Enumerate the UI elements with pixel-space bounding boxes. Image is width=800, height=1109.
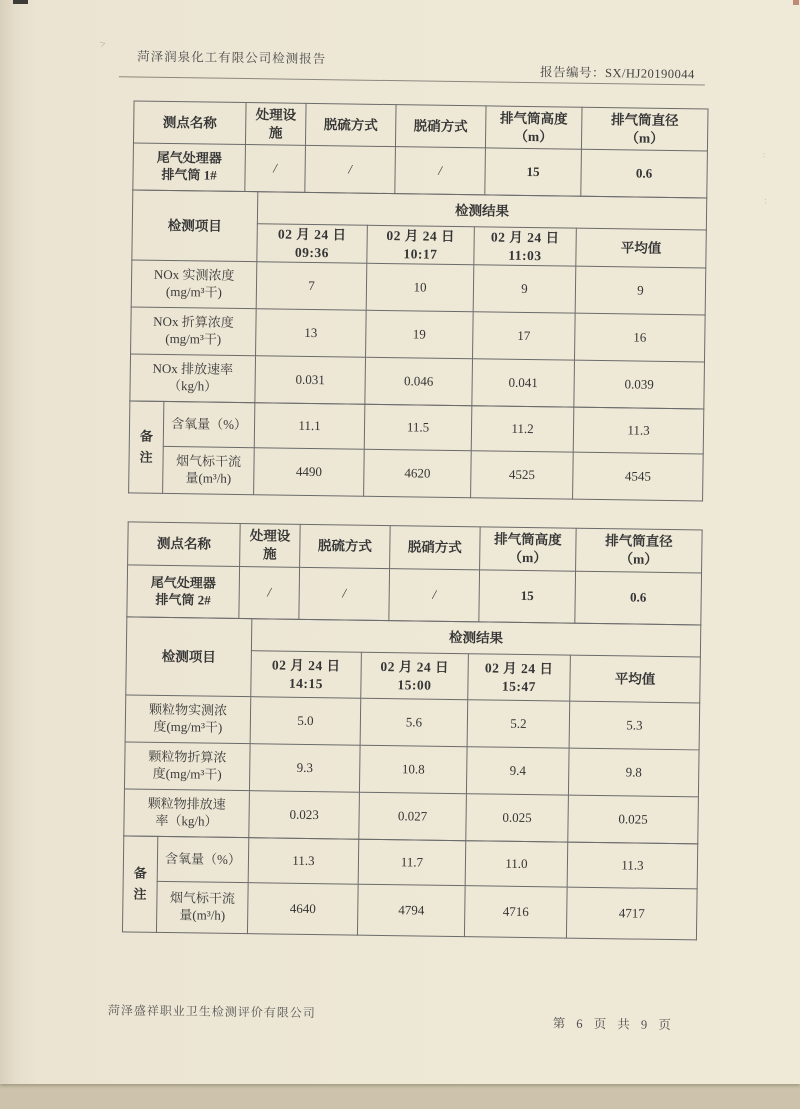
col-header-treatment: 处理设 施 xyxy=(240,524,301,568)
col-header-treatment: 处理设 施 xyxy=(245,103,306,146)
value-cell: 16 xyxy=(574,313,705,362)
stack-height-value: 15 xyxy=(485,148,582,196)
col-header-stack-height: 排气筒高度 （m） xyxy=(480,527,577,571)
value-cell: 5.3 xyxy=(569,701,700,750)
remark-row xyxy=(129,446,704,501)
col-header-point-name: 测点名称 xyxy=(133,101,246,145)
value-cell: 0.023 xyxy=(249,791,360,840)
col-header-denitration: 脱硝方式 xyxy=(395,105,486,148)
value-cell: 19 xyxy=(366,310,474,358)
value-cell: 4620 xyxy=(364,449,472,497)
report-number: 报告编号：SX/HJ20190044 xyxy=(539,65,695,82)
value-cell: 10 xyxy=(366,263,474,311)
value-cell: 0.041 xyxy=(472,359,575,407)
project-column-header: 检测项目 xyxy=(132,190,258,262)
results-band-row xyxy=(132,190,706,230)
row-label: 颗粒物折算浓 度(mg/m³干) xyxy=(124,742,250,791)
stack-diameter-value: 0.6 xyxy=(581,149,708,198)
row-label: 颗粒物排放速 率（kg/h） xyxy=(124,789,250,838)
col-header-desulfurization: 脱硫方式 xyxy=(300,524,391,568)
value-cell: 4794 xyxy=(357,884,465,936)
remark-label: 备 注 xyxy=(129,401,164,493)
results-band-label: 检测结果 xyxy=(251,619,700,657)
value-cell: 11.3 xyxy=(567,842,698,889)
value-cell: 7 xyxy=(256,262,367,311)
time-header-3: 02 月 24 日 11:03 xyxy=(474,227,577,267)
point-name: 尾气处理器 排气筒 1# xyxy=(133,143,246,192)
row-label: NOx 排放速率 （kg/h） xyxy=(130,354,256,403)
treatment-value: / xyxy=(245,145,306,193)
stack-info-table-2 xyxy=(126,521,702,625)
col-header-point-name: 测点名称 xyxy=(128,522,241,567)
footer-company: 菏泽盛祥职业卫生检测评价有限公司 xyxy=(107,1003,316,1021)
value-cell: 13 xyxy=(256,309,367,358)
value-cell: 11.3 xyxy=(248,838,359,885)
remark-label: 备 注 xyxy=(122,836,157,932)
value-cell: 11.2 xyxy=(471,406,574,452)
scan-artifact xyxy=(793,0,799,5)
stack-diameter-value: 0.6 xyxy=(575,571,702,625)
treatment-value: / xyxy=(239,566,300,619)
desulfurization-value: / xyxy=(305,145,396,193)
remarks-table-2 xyxy=(122,835,698,940)
value-cell: 17 xyxy=(473,312,576,360)
time-header-2: 02 月 24 日 10:17 xyxy=(367,225,475,265)
results-table-1 xyxy=(129,189,707,409)
desulfurization-value: / xyxy=(299,567,390,620)
value-cell: 4490 xyxy=(254,448,365,497)
value-cell: 5.6 xyxy=(360,698,468,746)
report-title: 菏泽润泉化工有限公司检测报告 xyxy=(137,49,327,67)
remarks-table-1 xyxy=(128,401,704,502)
value-cell: 9.3 xyxy=(249,744,360,793)
value-cell: 4717 xyxy=(566,887,697,940)
value-cell: 0.046 xyxy=(365,357,473,405)
value-cell: 11.5 xyxy=(364,404,472,450)
stack-height-value: 15 xyxy=(479,570,576,623)
value-cell: 11.0 xyxy=(465,841,568,887)
remark-item-label: 含氧量（%） xyxy=(157,836,249,882)
value-cell: 5.0 xyxy=(250,697,361,746)
results-table-2 xyxy=(123,616,701,844)
remark-item-label: 烟气标干流 量(m³/h) xyxy=(156,881,248,933)
value-cell: 9 xyxy=(473,265,576,313)
scan-artifact: : xyxy=(764,195,767,206)
denitration-value: / xyxy=(395,147,486,195)
table-stack-1 xyxy=(128,100,707,501)
value-cell: 11.1 xyxy=(254,403,365,450)
col-header-stack-height: 排气筒高度 （m） xyxy=(485,106,582,149)
value-cell: 0.039 xyxy=(574,360,705,409)
value-cell: 0.027 xyxy=(359,792,467,840)
time-header-1: 02 月 24 日 09:36 xyxy=(257,224,368,264)
time-header-2: 02 月 24 日 15:00 xyxy=(361,652,469,699)
value-cell: 11.3 xyxy=(573,407,704,454)
col-header-desulfurization: 脱硫方式 xyxy=(305,103,396,146)
average-header: 平均值 xyxy=(576,228,707,268)
time-header-3: 02 月 24 日 15:47 xyxy=(468,654,571,701)
table-stack-2 xyxy=(122,521,702,940)
value-cell: 0.025 xyxy=(466,794,569,842)
value-cell: 0.031 xyxy=(255,356,366,405)
value-cell: 4525 xyxy=(471,451,574,499)
data-row xyxy=(125,695,700,750)
col-header-stack-diameter: 排气筒直径 （m） xyxy=(576,528,703,573)
stack-info-table-1 xyxy=(132,100,708,198)
row-label: 颗粒物实测浓 度(mg/m³干) xyxy=(125,695,251,744)
denitration-value: / xyxy=(389,569,480,622)
value-cell: 5.2 xyxy=(467,700,570,748)
scan-artifact: : xyxy=(762,149,766,160)
point-name: 尾气处理器 排气筒 2# xyxy=(127,565,240,619)
col-header-denitration: 脱硝方式 xyxy=(390,526,481,570)
col-header-stack-diameter: 排气筒直径 （m） xyxy=(581,107,708,151)
time-header-1: 02 月 24 日 14:15 xyxy=(251,651,362,699)
scan-artifact: > xyxy=(98,38,108,51)
data-row xyxy=(131,260,706,315)
remark-item-label: 烟气标干流 量(m³/h) xyxy=(163,447,255,495)
value-cell: 4716 xyxy=(464,886,567,938)
value-cell: 10.8 xyxy=(359,745,467,793)
row-label: NOx 折算浓度 (mg/m³干) xyxy=(131,307,257,356)
value-cell: 9 xyxy=(575,266,706,315)
value-cell: 9.4 xyxy=(466,747,569,795)
project-column-header: 检测项目 xyxy=(126,617,252,697)
results-band-row xyxy=(126,617,700,657)
data-row xyxy=(124,742,699,797)
results-band-label: 检测结果 xyxy=(257,192,706,230)
row-label: NOx 实测浓度 (mg/m³干) xyxy=(131,260,257,309)
footer-page-number: 第 6 页 共 9 页 xyxy=(552,1016,675,1033)
data-row xyxy=(131,307,706,362)
value-cell: 4640 xyxy=(247,883,358,936)
remark-row xyxy=(129,401,704,454)
value-cell: 11.7 xyxy=(358,839,466,885)
value-cell: 4545 xyxy=(573,452,704,501)
remark-row xyxy=(123,836,698,889)
value-cell: 0.025 xyxy=(568,795,699,844)
average-header: 平均值 xyxy=(570,655,701,703)
remark-item-label: 含氧量（%） xyxy=(163,402,255,448)
info-value-row xyxy=(127,565,702,625)
remark-row xyxy=(122,881,697,940)
value-cell: 9.8 xyxy=(568,748,699,797)
